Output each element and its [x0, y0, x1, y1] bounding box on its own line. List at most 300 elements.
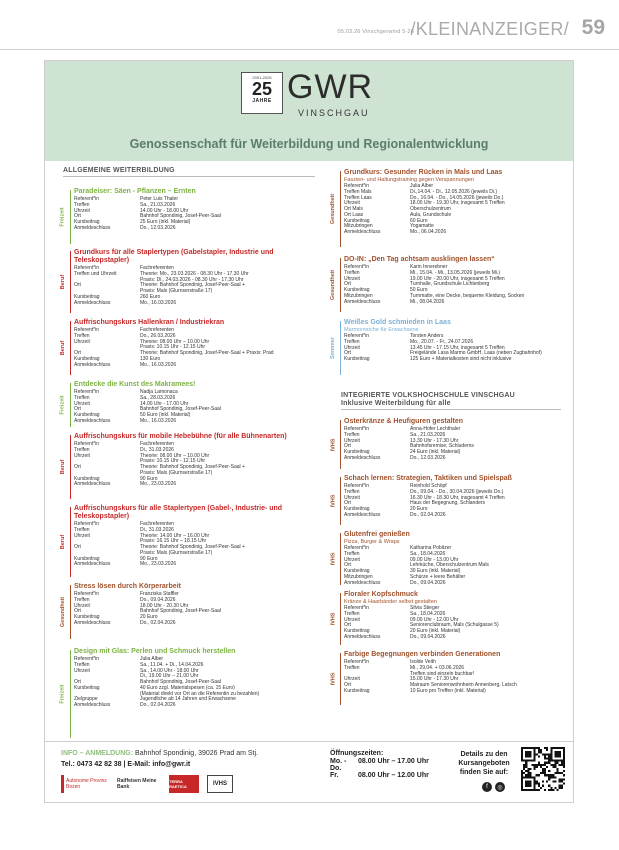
detail-key: Referent*in — [344, 483, 370, 489]
detail-value: Franziska Staffler — [140, 591, 179, 597]
detail-value: 30 Euro (inkl. Material) — [410, 568, 461, 574]
gwr-logo: GWR — [287, 68, 374, 106]
detail-key: Kursbeitrag — [344, 568, 370, 574]
ivhs-logo: IVHS — [207, 775, 233, 793]
detail-row — [74, 703, 259, 709]
detail-key: Referent*in — [344, 545, 370, 551]
contact-line[interactable]: Tel.: 0473 42 82 38 | E-Mail: info@gwr.it — [61, 761, 191, 768]
detail-value: Fachreferenten — [140, 441, 174, 447]
course-entry — [57, 648, 315, 740]
detail-key: Kursbeitrag — [74, 219, 100, 225]
top-bar — [0, 0, 619, 50]
course-details — [74, 266, 249, 306]
course-entry — [57, 188, 315, 246]
detail-value: Bahnhof Spondinig, Josef-Peer-Saal — [140, 608, 221, 615]
category-bar — [70, 435, 71, 499]
category-label: Sommer — [330, 336, 337, 360]
detail-key: Kursbeitrag — [344, 687, 370, 694]
detail-value: Do., 12.03.2026 — [410, 454, 446, 461]
category-label: Freizeit — [60, 207, 67, 227]
detail-key: Referent*in — [344, 659, 370, 665]
detail-value: Sa., 14.00 Uhr - 18.00 Uhr — [140, 667, 199, 674]
detail-value: 16.30 Uhr - 18.30 Uhr, insgesamt 4 Treffen — [410, 494, 505, 501]
detail-key: Ort — [74, 282, 81, 289]
instagram-icon[interactable]: ◎ — [495, 782, 505, 792]
detail-value: Haus der Begegnung, Schlanders — [410, 500, 486, 507]
detail-row — [74, 363, 274, 369]
detail-key: Ort — [74, 608, 81, 615]
detail-key: Anmeldeschluss — [74, 361, 111, 368]
detail-key: Kursbeitrag — [344, 287, 370, 293]
detail-value: Mo., 20.07. - Fr., 24.07.2026 — [410, 338, 474, 345]
detail-value: 14.00 Uhr - 17.00 Uhr — [140, 400, 189, 407]
detail-key: Referent*in — [74, 327, 100, 333]
course-details — [74, 197, 221, 232]
detail-row — [344, 230, 505, 236]
detail-value: Mi., 08.04.2026 — [410, 298, 445, 305]
opening-title: Öffnungszeiten: — [330, 750, 384, 757]
detail-key: Treffen — [344, 488, 360, 495]
detail-value: Mi., 29.04. + 03.06.2026 — [410, 664, 465, 671]
detail-key: Mitzubringen — [344, 573, 373, 580]
course-subtitle: Faszien- und Haltungstraining gegen Verspannungen — [344, 177, 474, 183]
course-details — [74, 522, 245, 568]
detail-key: Treffen — [344, 550, 360, 557]
detail-key: Ort — [74, 406, 81, 413]
detail-key: Treffen — [344, 269, 360, 276]
detail-key: Zielgruppe — [74, 696, 98, 703]
detail-value: 13.45 Uhr - 17.15 Uhr, insgesamt 5 Treffen — [410, 344, 505, 351]
course-details — [74, 328, 274, 368]
detail-key: Treffen — [74, 596, 90, 603]
detail-value: Mo., 23.03.2026 — [140, 561, 177, 568]
detail-key: Referent*in — [344, 264, 370, 270]
section-title: /KLEINANZEIGER/ — [410, 19, 569, 39]
detail-value: Sa., 11.04. + Di., 14.04.2026 — [140, 661, 204, 668]
detail-value: 13.30 Uhr - 17.30 Uhr — [410, 437, 459, 444]
detail-value: Do., 09.04. - Do., 30.04.2026 (jeweils Do.) — [410, 488, 504, 495]
detail-key: Kursbeitrag — [344, 449, 370, 455]
detail-value: 20 Euro (inkl. Material) — [410, 628, 461, 634]
category-bar — [340, 593, 341, 645]
course-entry — [327, 256, 563, 314]
detail-key: Ort — [344, 682, 351, 688]
detail-key: Ort Mals — [344, 206, 363, 212]
course-entry — [327, 651, 563, 707]
detail-value: 18.00 Uhr - 19.30 Uhr, insgesamt 5 Treffen — [410, 200, 505, 207]
detail-value: Do., 09.04.2026 — [140, 596, 176, 603]
detail-key: Treffen — [344, 338, 360, 345]
course-title: Floraler Kopfschmuck — [344, 591, 418, 598]
detail-key: Treffen — [74, 332, 90, 339]
raiffeisen-logo: Raiffeisen Meine Bank — [117, 778, 157, 790]
category-label: IVHS — [330, 612, 336, 626]
detail-value: Reinhold Schöpf — [410, 483, 447, 489]
detail-value: Aula, Grundschule — [410, 211, 452, 218]
detail-key: Treffen — [344, 610, 360, 617]
gwr-advertisement — [44, 60, 574, 803]
course-entry — [327, 169, 563, 249]
detail-key: Mitzubringen — [344, 292, 373, 299]
course-title: Paradeiser: Säen - Pflanzen – Ernten — [74, 188, 196, 195]
detail-key: Referent*in — [74, 265, 100, 271]
detail-value: 125 Euro + Materialkosten sind nicht inklusive — [410, 356, 512, 362]
detail-value: Katharina Pobitzer — [410, 545, 452, 551]
detail-value: Praxis: Mals (Glurnserstraße 17) — [140, 549, 213, 556]
category-bar — [340, 321, 341, 375]
detail-value: Do., 02.04.2026 — [410, 511, 446, 518]
detail-key: Mitzubringen — [344, 223, 373, 230]
detail-row — [344, 689, 517, 695]
detail-key: Treffen — [344, 431, 360, 438]
course-details — [344, 427, 474, 462]
category-label: IVHS — [330, 672, 336, 686]
detail-value: Praxis: Di., 24.03.2026 - 08.30 Uhr - 17.30 Uhr — [140, 276, 244, 283]
detail-key: Anmeldeschluss — [344, 298, 381, 305]
detail-value: Turnmatte, eine Decke, bequeme Kleidung, Socken — [410, 292, 525, 299]
detail-value: Theorie: Mo., 23.03.2026 - 08.30 Uhr - 17.30 Uhr — [140, 270, 249, 277]
detail-key: Treffen — [74, 526, 90, 533]
logo-years: 2001-2026 — [252, 75, 272, 80]
detail-key: Kursbeitrag — [344, 628, 370, 634]
category-label: Freizeit — [60, 395, 67, 415]
detail-value: Do., 09.04.2026 — [410, 579, 446, 586]
section-right-subtitle: Inklusive Weiterbildung für alle — [341, 400, 451, 407]
detail-key: Kursbeitrag — [344, 506, 370, 512]
detail-key: Kursbeitrag — [74, 475, 100, 482]
course-title: Entdecke die Kunst des Makramees! — [74, 381, 196, 388]
detail-value: Mo., 06.04.2026 — [410, 229, 447, 235]
detail-key: Kursbeitrag — [74, 684, 100, 691]
course-details — [344, 660, 517, 695]
course-title: Design mit Glas: Perlen und Schmuck herstellen — [74, 648, 236, 655]
detail-key: Ort Laas — [344, 211, 364, 218]
detail-value: (Material direkt vor Ort an die Referentin zu bezahlen) — [140, 690, 260, 697]
detail-value: Lehrküche, Oberschulzentrum Mals — [410, 562, 489, 569]
detail-key: Anmeldeschluss — [344, 511, 381, 518]
detail-row — [344, 456, 474, 462]
anniversary-logo — [241, 72, 283, 114]
detail-value: Julia Alber — [140, 656, 164, 662]
section-left-title: ALLGEMEINE WEITERBILDUNG — [63, 167, 175, 174]
course-title: Grundkurs: Gesunder Rücken in Mals und Laas — [344, 169, 503, 176]
detail-value: Praxis: Mals (Glurnserstraße 17) — [140, 288, 213, 294]
detail-key: Anmeldeschluss — [344, 579, 381, 586]
detail-value: Julia Alber — [410, 183, 434, 189]
course-details — [344, 606, 499, 641]
detail-value: Praxis: 10.15 Uhr - 12.15 Uhr — [140, 458, 206, 465]
category-bar — [70, 251, 71, 313]
course-subtitle: Marmorwoche für Erwachsene — [344, 327, 419, 333]
category-label: IVHS — [330, 438, 336, 451]
detail-key: Treffen — [344, 664, 360, 671]
detail-key: Ort — [74, 544, 81, 550]
detail-key: Uhrzeit — [344, 275, 360, 282]
detail-value: 260 Euro — [140, 293, 161, 300]
detail-value: Sa., 18.04.2026 — [410, 610, 446, 617]
category-bar — [340, 653, 341, 705]
course-details — [344, 334, 542, 363]
detail-value: 50 Euro — [410, 287, 428, 293]
detail-value: 19.00 Uhr - 20.00 Uhr, insgesamt 5 Treffen — [410, 275, 505, 282]
detail-key: Kursbeitrag — [74, 355, 100, 362]
detail-value: 50 Euro (inkl. Material) — [140, 412, 191, 418]
course-subtitle: Pizza, Burger & Wraps — [344, 539, 400, 545]
category-label: Beruf — [60, 274, 66, 290]
detail-value: Do., 02.04.2026 — [140, 702, 176, 708]
detail-value: 130 Euro — [140, 355, 161, 362]
detail-key: Uhrzeit — [344, 200, 360, 207]
detail-value: 40 Euro zzgl. Materialspesen (ca. 15 Euro) — [140, 684, 235, 691]
detail-key: Ort — [74, 679, 81, 685]
category-bar — [70, 383, 71, 427]
detail-row — [74, 301, 249, 307]
course-title: Osterkränze & Heufiguren gestalten — [344, 418, 464, 425]
course-details — [344, 265, 524, 305]
detail-value: Peter Luis Thaler — [140, 196, 178, 202]
detail-value: Di., 19.00 Uhr – 21.00 Uhr — [140, 673, 199, 680]
detail-key: Uhrzeit — [74, 207, 90, 214]
detail-value: 09.00 Uhr - 13.00 Uhr — [410, 556, 459, 563]
detail-key: Uhrzeit — [74, 602, 90, 609]
detail-value: Sa., 18.04.2026 — [410, 550, 446, 557]
logo-number: 25 — [251, 79, 273, 99]
detail-value: Do., 02.04.2026 — [140, 619, 176, 626]
detail-value: Oberschulzentrum — [410, 206, 451, 212]
detail-row — [344, 357, 542, 363]
detail-value: Praxis: Mals (Glurnserstraße 17) — [140, 469, 213, 476]
detail-value: Silvia Stieger — [410, 605, 440, 611]
course-entry — [327, 418, 563, 471]
detail-key: Ort — [344, 622, 351, 629]
detail-value: Di., 31.03.2026 — [140, 446, 174, 453]
detail-row — [74, 621, 221, 627]
category-bar — [340, 533, 341, 585]
detail-value: Mo., 23.03.2026 — [140, 481, 177, 488]
detail-value: Mo., 16.03.2026 — [140, 361, 177, 368]
page-number: 59 — [581, 16, 605, 39]
course-entry — [57, 249, 315, 315]
detail-key: Referent*in — [344, 183, 370, 189]
detail-value: Fachreferenten — [140, 327, 174, 333]
category-bar — [70, 190, 71, 244]
detail-value: 09.00 Uhr - 12.00 Uhr — [410, 616, 459, 623]
course-entry — [57, 319, 315, 377]
detail-key: Anmeldeschluss — [74, 417, 111, 424]
detail-key: Uhrzeit — [344, 556, 360, 563]
course-entry — [57, 381, 315, 429]
detail-key: Kursbeitrag — [74, 293, 100, 300]
detail-value: Mo., 16.03.2026 — [140, 417, 177, 424]
course-details — [344, 484, 505, 519]
detail-key: Treffen — [74, 446, 90, 453]
category-bar — [70, 585, 71, 639]
category-label: Gesundheit — [330, 269, 337, 301]
detail-value: Sa., 21.03.2026 — [410, 431, 446, 438]
detail-row — [74, 226, 221, 232]
gwr-region: VINSCHGAU — [298, 108, 370, 118]
info-address: Bahnhof Spondinig, 39026 Prad am Stj. — [135, 750, 259, 757]
detail-key: Ort — [74, 213, 81, 220]
detail-value: Turnhalle, Grundschule Lichtenberg — [410, 281, 490, 288]
detail-key: Anmeldeschluss — [74, 561, 111, 568]
detail-value: Mi., 15.04. - Mi., 13.05.2026 (jeweils Mi.) — [410, 269, 501, 276]
detail-value: Do., 09.04.2026 — [410, 633, 446, 640]
section-right-title: INTEGRIERTE VOLKSHOCHSCHULE VINSCHGAU — [341, 392, 515, 399]
info-line — [61, 750, 258, 757]
detail-value: Fachreferenten — [140, 265, 174, 271]
category-label: IVHS — [330, 552, 336, 566]
detail-key: Ort — [344, 500, 351, 507]
qr-code-icon[interactable] — [521, 747, 565, 791]
course-entry — [57, 433, 315, 501]
detail-value: Sa., 28.03.2026 — [140, 394, 176, 401]
ad-header — [45, 61, 573, 161]
facebook-icon[interactable]: f — [482, 782, 492, 792]
detail-value: Isolde Veith — [410, 659, 436, 665]
detail-value: Bahnhof Spondinig, Josef-Peer-Saal — [140, 406, 221, 413]
category-bar — [340, 258, 341, 312]
detail-key: Ort — [344, 443, 351, 450]
detail-key: Treffen — [74, 201, 90, 208]
detail-key: Uhrzeit — [344, 344, 360, 351]
detail-value: Praxis: 10.15 Uhr - 12.15 Uhr — [140, 344, 206, 351]
detail-key: Anmeldeschluss — [344, 633, 381, 640]
detail-row — [344, 513, 505, 519]
category-bar — [340, 171, 341, 247]
detail-value: 18.00 Uhr - 20.30 Uhr — [140, 602, 189, 609]
course-title: Auffrischungskurs für alle Staplertypen (Gabel-, Industrie- und Teleskopstapler) — [74, 505, 283, 520]
detail-key: Uhrzeit — [74, 532, 90, 539]
course-title: Auffrischungskurs Hallenkran / Industriekran — [74, 319, 225, 326]
course-entry — [327, 531, 563, 587]
detail-key: Treffen und Uhrzeit — [74, 270, 117, 277]
detail-key: Kursbeitrag — [344, 356, 370, 362]
detail-value: Theorie: Bahnhof Spondinig, Josef-Peer-Saal + — [140, 464, 245, 470]
detail-key: Uhrzeit — [74, 667, 90, 674]
detail-key: Anmeldeschluss — [74, 224, 111, 231]
detail-row — [74, 482, 245, 488]
logo-label: JAHRE — [252, 98, 272, 104]
course-title: Stress lösen durch Körperarbeit — [74, 583, 181, 590]
detail-key: Referent*in — [74, 591, 100, 597]
course-info: Details zu den Kursangeboten finden Sie auf: — [458, 751, 510, 776]
detail-value: Karin Innerebner — [410, 264, 448, 270]
detail-value: Jugendliche ab 14 Jahren und Erwachsene — [140, 696, 236, 703]
detail-row — [344, 300, 524, 306]
detail-key: Anmeldeschluss — [74, 702, 111, 708]
detail-key: Ort — [74, 464, 81, 470]
detail-value: Freigelände Lasa Marmo GmbH, Laas (neben Zugbahnhof) — [410, 350, 542, 357]
detail-value: 10 Euro pro Treffen (inkl. Material) — [410, 687, 486, 694]
detail-value: Do., 12.03.2026 — [140, 224, 176, 231]
detail-value: Theorie: 14.00 Uhr – 16.00 Uhr — [140, 532, 210, 539]
detail-key: Treffen Mals — [344, 188, 372, 195]
course-details — [344, 546, 489, 586]
detail-key: Uhrzeit — [344, 494, 360, 501]
category-label: Beruf — [60, 459, 66, 475]
ad-subtitle: Genossenschaft für Weiterbildung und Regionalentwicklung — [129, 137, 489, 151]
detail-value: Anna-Hofer Lechthaler — [410, 426, 461, 432]
category-bar — [70, 650, 71, 738]
category-bar — [70, 507, 71, 577]
detail-key: Uhrzeit — [344, 616, 360, 623]
detail-key: Treffen Laas — [344, 194, 372, 201]
detail-key: Referent*in — [74, 521, 100, 527]
sponsor-logos — [61, 775, 233, 793]
detail-value: 15.00 Uhr - 17.30 Uhr — [410, 676, 459, 683]
course-title: Schach lernen: Strategien, Taktiken und Spielspaß — [344, 475, 512, 482]
section-left-divider — [63, 176, 315, 177]
info-label: INFO – ANMELDUNG: — [61, 750, 134, 757]
detail-value: Seniorenclubraum, Mals (Schulgasse 5) — [410, 622, 499, 629]
category-bar — [340, 420, 341, 469]
course-entry — [57, 505, 315, 579]
detail-value: 20 Euro — [410, 506, 428, 512]
course-entry — [327, 591, 563, 647]
detail-key: Kursbeitrag — [74, 614, 100, 620]
detail-key: Uhrzeit — [344, 437, 360, 444]
detail-row — [74, 419, 221, 425]
detail-value: Theorie: Bahnhof Spondinig, Josef-Peer-Saal + — [140, 544, 245, 550]
category-label: Gesundheit — [60, 596, 67, 628]
detail-key: Anmeldeschluss — [74, 299, 111, 306]
detail-value: Sa., 21.03.2026 — [140, 201, 176, 208]
ad-footer — [45, 741, 573, 803]
detail-key: Ort — [344, 281, 351, 288]
detail-value: 60 Euro — [410, 217, 428, 224]
detail-key: Kursbeitrag — [74, 412, 100, 418]
detail-value: Bahnhof Spondinig, Josef-Peer-Saal — [140, 213, 221, 220]
course-title: DO-IN: „Den Tag achtsam ausklingen lassen“ — [344, 256, 495, 263]
detail-value: 25 Euro (inkl. Material) — [140, 219, 191, 225]
detail-value: Do., 16.04. - Do., 14.05.2026 (jeweils Do.) — [410, 194, 504, 201]
detail-value: Praxis: 16.15 Uhr – 18.15 Uhr — [140, 538, 207, 545]
detail-key: Treffen — [74, 661, 90, 668]
detail-value: Theorie: 08.00 Uhr – 10.00 Uhr — [140, 338, 210, 345]
section-right-divider — [341, 409, 561, 410]
detail-key: Uhrzeit — [344, 676, 360, 683]
province-logo: Autonome Provinz Bozen — [61, 775, 109, 793]
detail-key: Anmeldeschluss — [344, 454, 381, 461]
detail-value: Di., 31.03.2026 — [140, 526, 174, 533]
detail-value: 20 Euro — [140, 614, 158, 620]
detail-key: Kursbeitrag — [344, 217, 370, 224]
detail-row — [74, 562, 245, 568]
detail-value: Nadja Lamonaca — [140, 389, 178, 395]
category-label: Freizeit — [60, 684, 67, 704]
issue-label: 05.03.26 Vinschgerwind 5-26 — [337, 29, 414, 35]
category-label: Gesundheit — [330, 193, 337, 225]
detail-value: Fachreferenten — [140, 521, 174, 527]
detail-key: Uhrzeit — [74, 338, 90, 345]
detail-key: Ort — [344, 350, 351, 357]
detail-key: Anmeldeschluss — [74, 481, 111, 488]
detail-value: Di.,14.04. - Di., 12.05.2026 (jeweils Di.) — [410, 188, 497, 195]
category-bar — [70, 321, 71, 375]
social-icons — [482, 782, 505, 792]
detail-value: Treffen sind einzeln buchbar! — [410, 670, 475, 677]
course-entry — [57, 583, 315, 641]
detail-value: 90 Euro — [140, 475, 158, 482]
detail-key: Referent*in — [344, 605, 370, 611]
course-entry — [327, 319, 563, 377]
detail-value: Mo., 16.03.2026 — [140, 299, 177, 306]
course-entry — [327, 475, 563, 527]
detail-value: Mairaum Seniorenwohnheim Annenberg, Latsch — [410, 682, 517, 688]
detail-value: Do., 26.03.2026 — [140, 332, 176, 339]
detail-value: 14.00 Uhr - 18.00 Uhr — [140, 207, 189, 214]
